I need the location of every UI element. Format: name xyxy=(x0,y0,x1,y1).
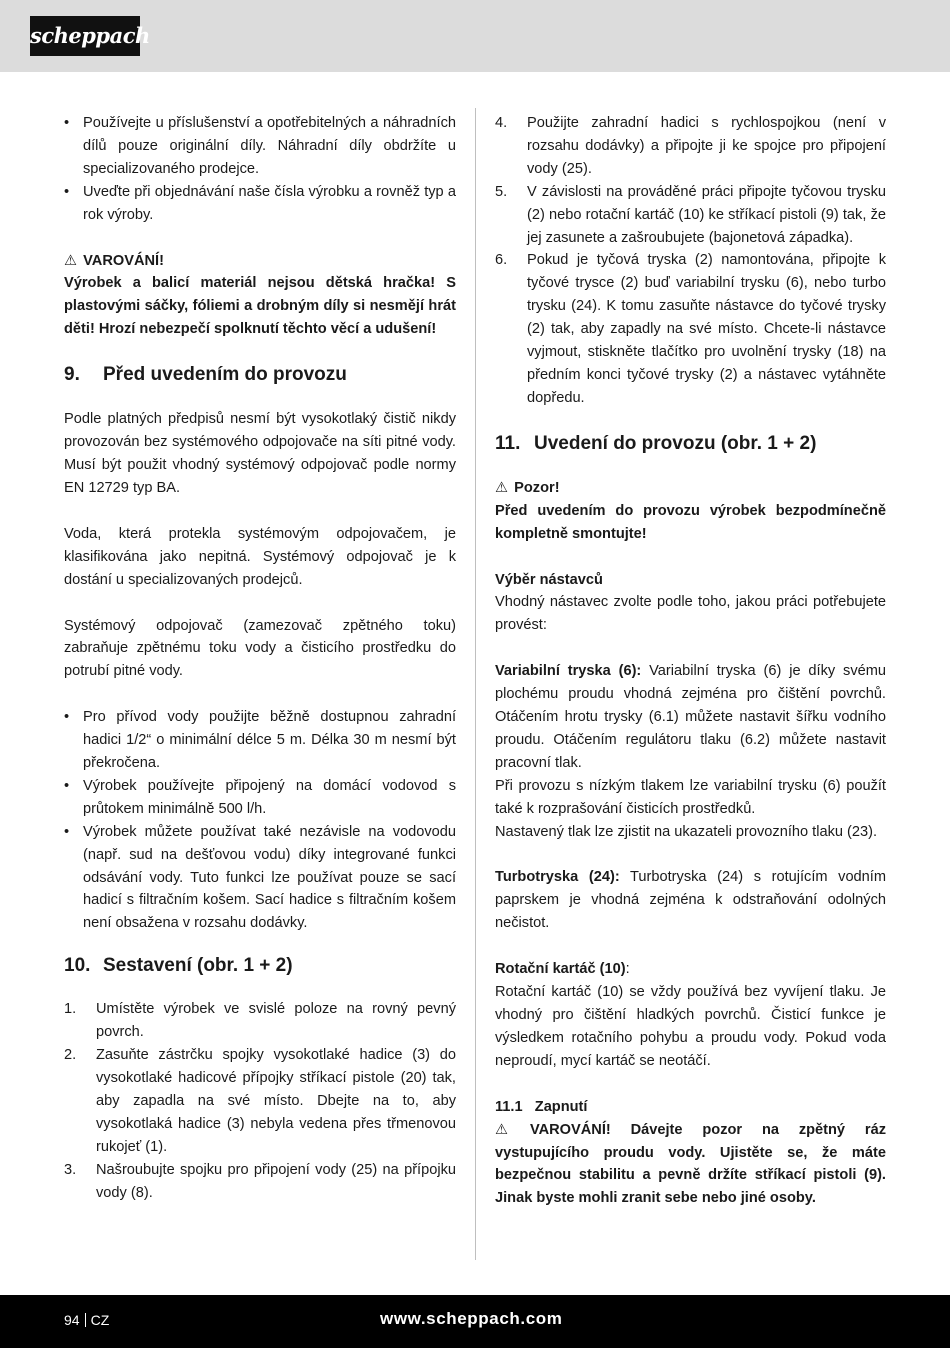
water-supply-list xyxy=(64,706,456,935)
warning-icon: ⚠ xyxy=(64,252,78,269)
list-item: • Pro přívod vody použijte běžně dostupnou zahradní hadici 1/2“ o minimální délce 5 m. Délka 30 m nesmí být překročena. xyxy=(64,706,456,775)
section-number: 10. xyxy=(64,955,91,977)
assembly-steps xyxy=(64,998,456,1204)
section-title: Sestavení (obr. 1 + 2) xyxy=(103,955,293,977)
section-11-heading xyxy=(495,431,886,457)
list-item: 3. Našroubujte spojku pro připojení vody (25) na přípojku vody (8). xyxy=(64,1161,456,1201)
section-10-heading xyxy=(64,953,456,979)
list-item: 5. V závislosti na prováděné práci připojte tyčovou trysku (2) nebo rotační kartáč (10) ke stříkací pistoli (9) tak, že jej zasunete a zašroubujete (bajonetová západka). xyxy=(495,183,886,246)
paragraph: Turbotryska (24): Turbotryska (24) s rotujícím vodním paprskem je vhodná zejména k odstraňování odolných nečistot. xyxy=(495,869,887,932)
warning-heading xyxy=(64,250,456,273)
page-number: 94 CZ xyxy=(64,1312,110,1328)
section-9-heading xyxy=(64,362,456,388)
section-number: 11. xyxy=(495,432,521,454)
paragraph: Nastavený tlak lze zjistit na ukazateli provozního tlaku (23). xyxy=(495,823,878,840)
warning-icon: ⚠ xyxy=(495,479,509,496)
paragraph: Variabilní tryska (6): Variabilní tryska (6) je díky svému plochému proudu vhodná zejména pro čištění povrchů. Otáčením hrotu trysky (6.1) můžete nastavit šířku vodního proudu. Otáčením regulátoru tlaku (6.2) můžete nastavit pracovní tlak. xyxy=(495,663,887,771)
warning-title: VAROVÁNÍ! xyxy=(83,252,164,269)
scheppach-logo: scheppach xyxy=(30,16,140,56)
paragraph: Rotační kartáč (10) se vždy používá bez vyvíjení tlaku. Je vhodný pro čištění hladkých povrchů. Čisticí funkce je výsledkem rotačního pohybu a proudu vody. Pokud voda neproudí, mycí kartáč se neotáčí. xyxy=(495,984,886,1069)
paragraph: Systémový odpojovač (zamezovač zpětného toku) zabraňuje zpětnému toku vody a čisticího prostředku do potrubí pitné vody. xyxy=(64,617,456,680)
warning-icon: ⚠ xyxy=(495,1121,509,1138)
website-url: www.scheppach.com xyxy=(380,1309,563,1328)
paragraph: Voda, která protekla systémovým odpojovačem, je klasifikována jako nepitná. Systémový odpojovač je k dostání u specializovaných prodejců. xyxy=(64,525,456,588)
list-item: • Používejte u příslušenství a opotřebitelných a náhradních dílů pouze originální díly. Náhradní díly obdržíte u specializovaného prodejce. xyxy=(64,112,456,181)
page-footer xyxy=(0,1295,950,1348)
caution-heading: ⚠ Pozor! xyxy=(495,477,886,500)
right-column xyxy=(495,112,886,1210)
section-title: Před uvedením do provozu xyxy=(103,364,347,386)
page-header xyxy=(0,0,950,72)
list-item: 6. Pokud je tyčová tryska (2) namontována, připojte k tyčové trysce (2) buď variabilní trysku (6), nebo turbo trysku (24). K tomu zasuňte nástavce do tyčové trysky (2) tak, aby zapadly na své místo. Chcete-li nástavce vyjmout, stiskněte tlačítko pro uvolnění trysky (18) na předním konci tyčové trysky (2) a nástavec vytáhněte dopředu. xyxy=(495,252,886,406)
section-number: 9. xyxy=(64,364,80,386)
paragraph: Vhodný nástavec zvolte podle toho, jakou práci potřebujete provést: xyxy=(495,594,886,634)
caution-text: Před uvedením do provozu výrobek bezpodmínečně kompletně smontujte! xyxy=(495,502,886,542)
left-column xyxy=(64,112,456,1204)
list-item: • Výrobek používejte připojený na domácí vodovod s průtokem minimálně 500 l/h. xyxy=(64,775,456,821)
list-item: • Uveďte při objednávání naše čísla výrobku a rovněž typ a rok výroby. xyxy=(64,181,456,227)
subsection-heading: 11.1 Zapnutí xyxy=(495,1098,588,1115)
warning-text: Výrobek a balicí materiál nejsou dětská hračka! S plastovými sáčky, fóliemi a drobným díly si nesmějí hrát děti! Hrozí nebezpečí spolknutí těchto věcí a udušení! xyxy=(64,275,456,338)
assembly-steps-continued xyxy=(495,112,886,410)
spare-parts-list xyxy=(64,112,456,227)
list-item: 1. Umístěte výrobek ve svislé poloze na rovný pevný povrch. xyxy=(64,1001,456,1041)
section-title: Uvedení do provozu (obr. 1 + 2) xyxy=(534,432,817,454)
column-divider xyxy=(475,108,476,1260)
list-item: 2. Zasuňte zástrčku spojky vysokotlaké hadice (3) do vysokotlaké hadicové přípojky stříkací pistole (20) tak, aby zapadla na své místo. Dbejte na to, aby vysokotlaká hadice (3) nebyla vedena přes třmenovou rukojeť (1). xyxy=(64,1047,456,1155)
warning-text: ⚠ VAROVÁNÍ! Dávejte pozor na zpětný ráz vystupujícího proudu vody. Ujistěte se, že máte bezpečnou stabilitu a pevně držíte stříkací pistoli (9). Jinak byste mohli zranit sebe nebo jiné osoby. xyxy=(495,1119,886,1211)
list-item: • Výrobek můžete používat také nezávisle na vodovodu (např. sud na dešťovou vodu) díky integrované funkci odsávání vody. Tuto funkci lze používat pouze se sací hadicí s filtračním košem. Sací hadice s filtračním košem není obsažena v rozsahu dodávky. xyxy=(64,821,456,936)
list-item: 4. Použijte zahradní hadici s rychlospojkou (není v rozsahu dodávky) a připojte ji ke spojce pro připojení vody (25). xyxy=(495,115,886,177)
subheading: Výběr nástavců xyxy=(495,571,603,588)
subheading: Rotační kartáč (10): xyxy=(495,961,630,978)
paragraph: Podle platných předpisů nesmí být vysokotlaký čistič nikdy provozován bez systémového odpojovače na síti pitné vody. Musí být použit vhodný systémový odpojovač podle normy EN 12729 typ BA. xyxy=(64,411,456,496)
paragraph: Při provozu s nízkým tlakem lze variabilní trysku (6) použít také k rozprašování čisticích prostředků. xyxy=(495,777,886,817)
